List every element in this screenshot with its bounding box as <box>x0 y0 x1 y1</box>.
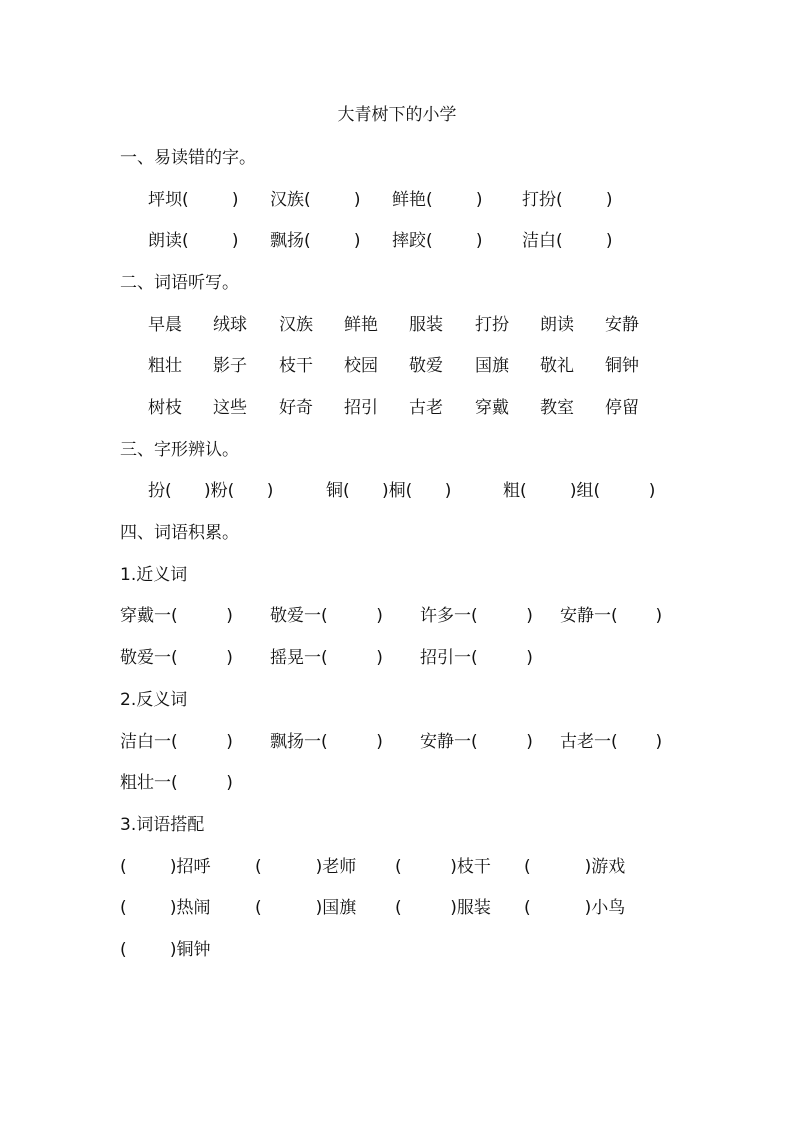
antonym-item: 飘扬一( ) <box>270 732 383 752</box>
section1-item: 鲜艳( ) <box>392 190 483 210</box>
antonym-item: 安静一( ) <box>420 732 533 752</box>
collocation-item: ( )枝干 <box>395 857 491 877</box>
synonym-item: 许多一( ) <box>420 606 533 626</box>
collocation-item: ( )国旗 <box>255 898 357 918</box>
section2-heading: 二、词语听写。 <box>120 273 239 293</box>
dictation-word: 打扮 <box>475 315 509 335</box>
dictation-word: 枝干 <box>279 356 313 376</box>
shape-item: 铜( )桐( ) <box>326 481 452 501</box>
dictation-word: 早晨 <box>148 315 182 335</box>
antonym-item: 古老一( ) <box>560 732 663 752</box>
section1-item: 飘扬( ) <box>270 231 361 251</box>
dictation-word: 影子 <box>213 356 247 376</box>
section1-item: 朗读( ) <box>148 231 239 251</box>
dictation-word: 穿戴 <box>475 398 509 418</box>
dictation-word: 粗壮 <box>148 356 182 376</box>
dictation-word: 安静 <box>605 315 639 335</box>
antonym-item: 粗壮一( ) <box>120 773 233 793</box>
dictation-word: 敬爱 <box>409 356 443 376</box>
section3-heading: 三、字形辨认。 <box>120 440 239 460</box>
dictation-word: 校园 <box>344 356 378 376</box>
section1-heading: 一、易读错的字。 <box>120 148 256 168</box>
dictation-word: 招引 <box>344 398 378 418</box>
synonym-item: 敬爱一( ) <box>120 648 233 668</box>
dictation-word: 朗读 <box>540 315 574 335</box>
dictation-word: 这些 <box>213 398 247 418</box>
dictation-word: 敬礼 <box>540 356 574 376</box>
antonyms-heading: 2.反义词 <box>120 690 188 710</box>
dictation-word: 停留 <box>605 398 639 418</box>
dictation-word: 树枝 <box>148 398 182 418</box>
collocation-item: ( )铜钟 <box>120 940 211 960</box>
synonym-item: 敬爱一( ) <box>270 606 383 626</box>
collocation-item: ( )老师 <box>255 857 357 877</box>
section1-item: 坪坝( ) <box>148 190 239 210</box>
section1-item: 摔跤( ) <box>392 231 483 251</box>
collocation-item: ( )热闹 <box>120 898 211 918</box>
section1-item: 汉族( ) <box>270 190 361 210</box>
collocation-item: ( )服装 <box>395 898 491 918</box>
page-title: 大青树下的小学 <box>337 105 457 125</box>
dictation-word: 绒球 <box>213 315 247 335</box>
synonym-item: 摇晃一( ) <box>270 648 383 668</box>
dictation-word: 汉族 <box>279 315 313 335</box>
dictation-word: 古老 <box>409 398 443 418</box>
section4-heading: 四、词语积累。 <box>120 523 239 543</box>
dictation-word: 国旗 <box>475 356 509 376</box>
synonyms-heading: 1.近义词 <box>120 565 188 585</box>
synonym-item: 穿戴一( ) <box>120 606 233 626</box>
synonym-item: 安静一( ) <box>560 606 663 626</box>
section1-item: 打扮( ) <box>522 190 613 210</box>
shape-item: 粗( )组( ) <box>503 481 656 501</box>
collocation-heading: 3.词语搭配 <box>120 815 205 835</box>
dictation-word: 服装 <box>409 315 443 335</box>
dictation-word: 教室 <box>540 398 574 418</box>
collocation-item: ( )招呼 <box>120 857 211 877</box>
collocation-item: ( )游戏 <box>524 857 626 877</box>
section1-item: 洁白( ) <box>522 231 613 251</box>
antonym-item: 洁白一( ) <box>120 732 233 752</box>
shape-item: 扮( )粉( ) <box>148 481 274 501</box>
synonym-item: 招引一( ) <box>420 648 533 668</box>
dictation-word: 鲜艳 <box>344 315 378 335</box>
dictation-word: 好奇 <box>279 398 313 418</box>
dictation-word: 铜钟 <box>605 356 639 376</box>
collocation-item: ( )小鸟 <box>524 898 626 918</box>
